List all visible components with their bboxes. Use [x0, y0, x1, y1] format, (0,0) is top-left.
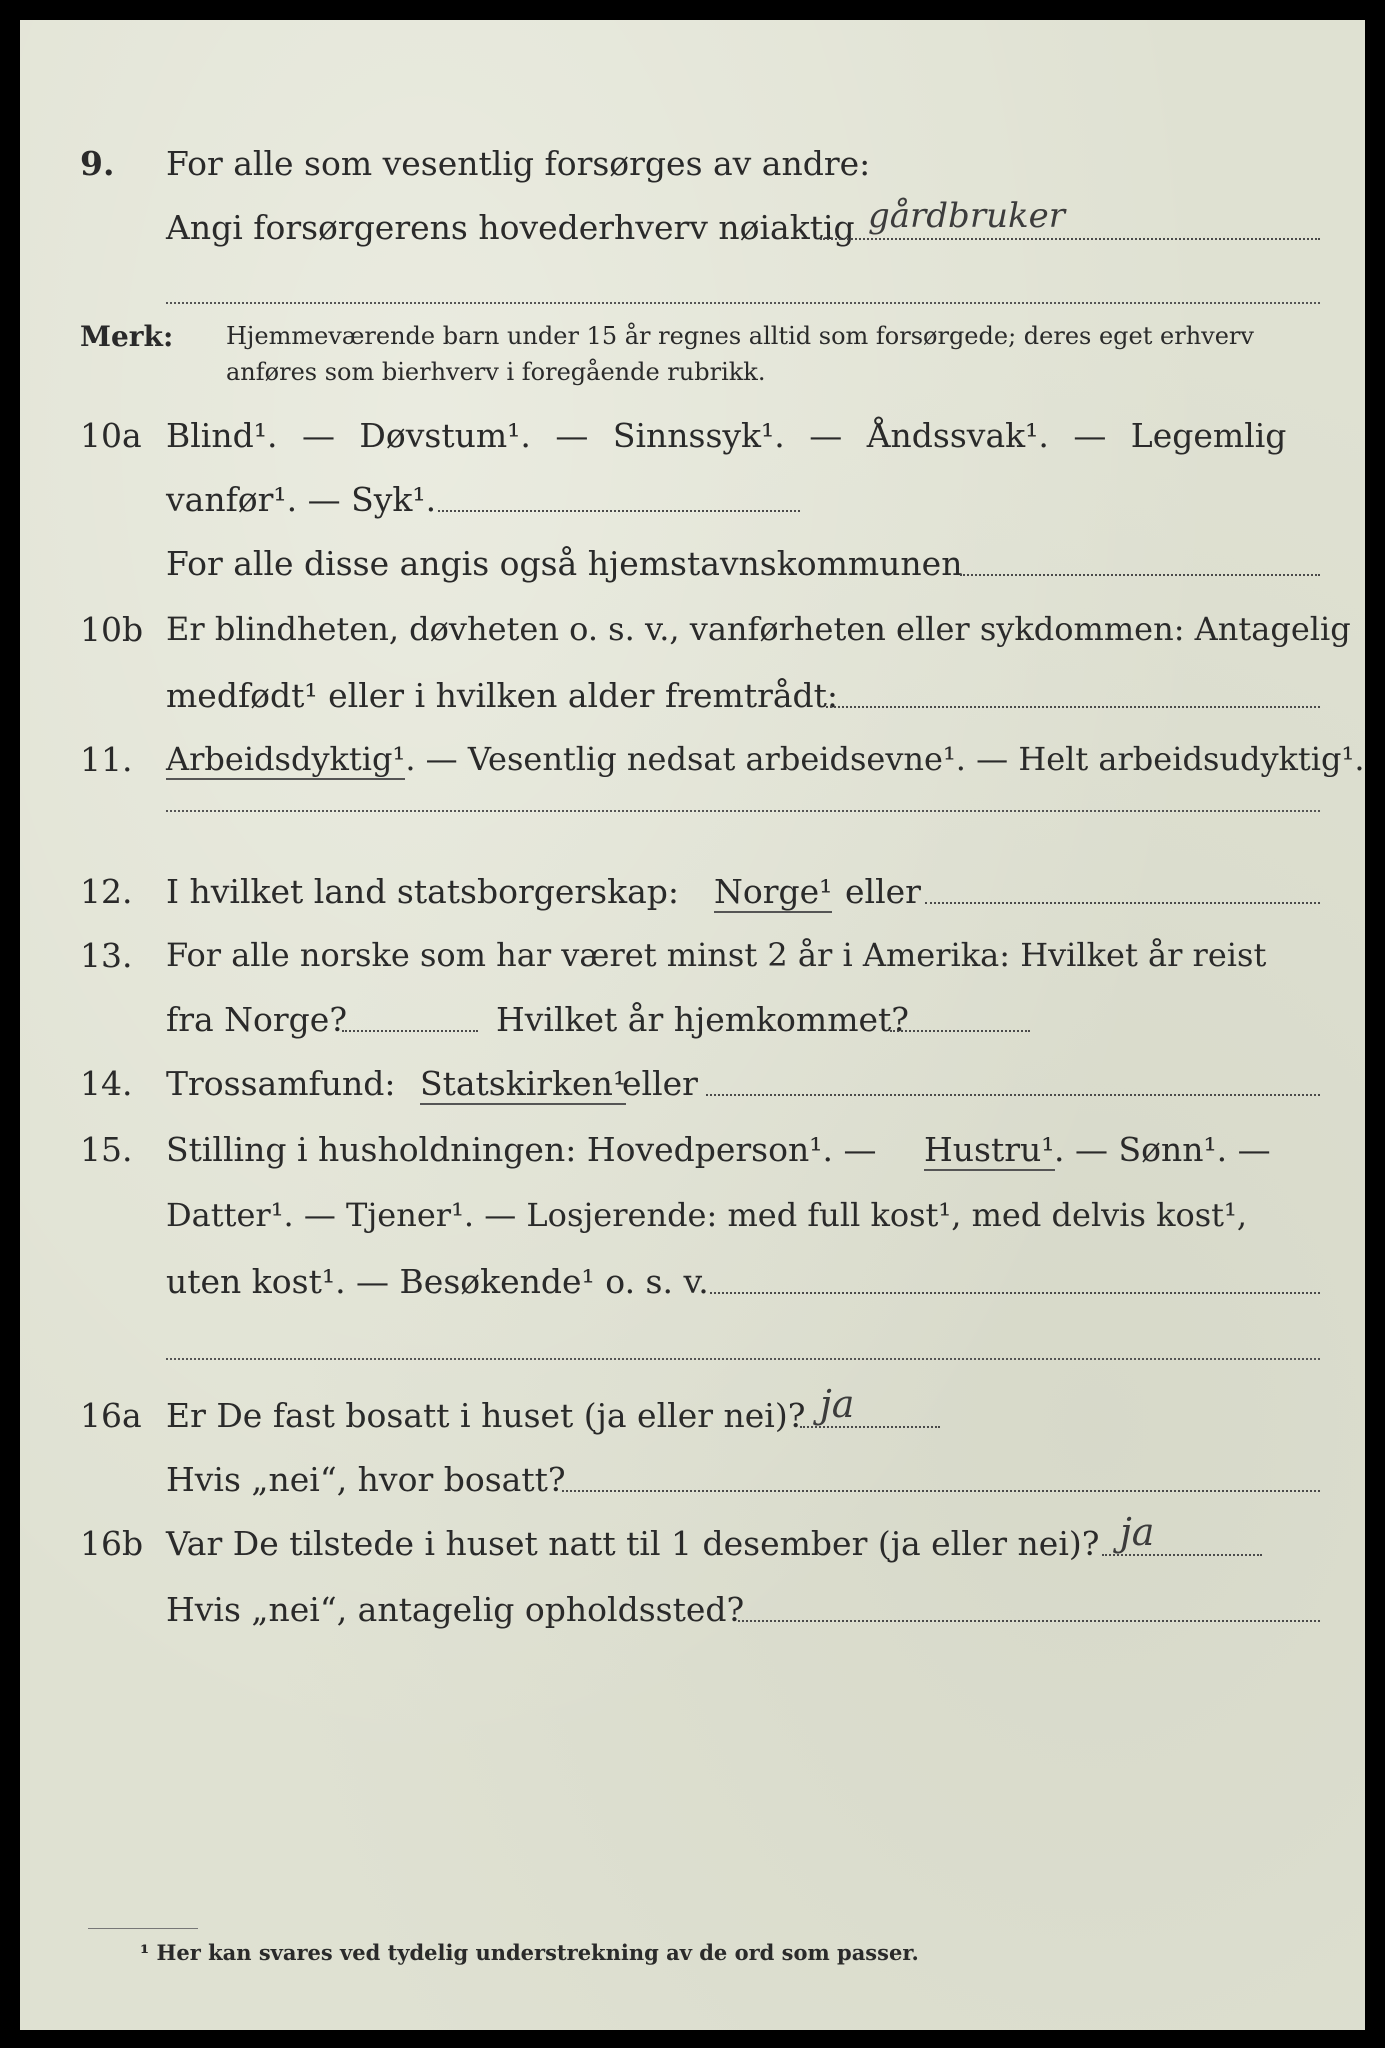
q12-number: 12.: [80, 872, 133, 911]
census-form-page: [20, 20, 1365, 2030]
q13-line1: For alle norske som har været minst 2 år i Amerika: Hvilket år reist: [166, 936, 1267, 974]
q9-number: 9.: [80, 144, 115, 183]
q9-answer-line: [820, 238, 1320, 240]
q10b-answer-line: [826, 706, 1320, 708]
q9-line2: Angi forsørgerens hovederhverv nøiaktig: [166, 208, 855, 247]
q12-answer-line: [925, 902, 1320, 904]
merk-label: Merk:: [80, 320, 174, 353]
merk-line1: Hjemmeværende barn under 15 år regnes alltid som forsørgede; deres eget erhverv: [226, 322, 1254, 350]
q15-answer-line: [710, 1292, 1320, 1294]
q13-hjemkommet-line: [890, 1030, 1030, 1032]
q16b-answer-line: [1102, 1554, 1262, 1556]
q10b-line2: medfødt¹ eller i hvilken alder fremtrådt:: [166, 676, 839, 715]
q11-number: 11.: [80, 740, 133, 779]
q14-statskirken-underlined: Statskirken¹: [420, 1064, 627, 1103]
q10a-syk-line: [438, 510, 800, 512]
q13-number: 13.: [80, 936, 133, 975]
q10a-number: 10a: [80, 416, 142, 455]
q9-extra-line: [166, 302, 1320, 304]
q16a-answer-line: [800, 1426, 940, 1428]
q13-line2b: Hvilket år hjemkommet?: [496, 1000, 909, 1039]
q11-extra-line: [166, 810, 1320, 812]
q15-line3: uten kost¹. — Besøkende¹ o. s. v.: [166, 1262, 709, 1301]
q14-answer-line: [706, 1094, 1320, 1096]
q15-hustru-underlined: Hustru¹: [924, 1130, 1055, 1169]
q14-part1: Trossamfund:: [166, 1064, 396, 1103]
q16b-line2: Hvis „nei“, antagelig opholdssted?: [166, 1590, 745, 1629]
q16b-line1: Var De tilstede i huset natt til 1 desember (ja eller nei)?: [166, 1524, 1100, 1563]
q11-rest: . — Vesentlig nedsat arbeidsevne¹. — Helt arbeidsudyktig¹.: [405, 740, 1365, 778]
q12-part1: I hvilket land statsborgerskap:: [166, 872, 680, 911]
q13-reist-line: [342, 1030, 478, 1032]
q10b-line1: Er blindheten, døvheten o. s. v., vanførheten eller sykdommen: Antagelig: [166, 610, 1351, 648]
q16b-number: 16b: [80, 1524, 144, 1563]
q16a-line1: Er De fast bosatt i huset (ja eller nei)?: [166, 1396, 806, 1435]
q10b-number: 10b: [80, 610, 144, 649]
q10a-line2: vanfør¹. — Syk¹.: [166, 480, 437, 519]
footnote-rule: [88, 1928, 198, 1929]
q16b-opholdssted-line: [738, 1620, 1320, 1622]
q15-line2: Datter¹. — Tjener¹. — Losjerende: med full kost¹, med delvis kost¹,: [166, 1196, 1248, 1234]
q14-number: 14.: [80, 1064, 133, 1103]
q14-part3: eller: [622, 1064, 698, 1103]
q10a-line3: For alle disse angis også hjemstavnskommunen: [166, 544, 963, 583]
q11-arbeidsdyktig-underlined: Arbeidsdyktig¹: [166, 740, 406, 778]
q16a-line2: Hvis „nei“, hvor bosatt?: [166, 1460, 566, 1499]
q16a-bosatt-line: [562, 1490, 1320, 1492]
q10a-kommune-line: [960, 574, 1320, 576]
q12-norge-underlined: Norge¹: [714, 872, 833, 911]
q9-answer-handwritten: gårdbruker: [868, 196, 1065, 236]
q9-line1: For alle som vesentlig forsørges av andre:: [166, 144, 871, 183]
q15-extra-line: [166, 1358, 1320, 1360]
q15-line1a: Stilling i husholdningen: Hovedperson¹. —: [166, 1130, 877, 1169]
q10a-line1: Blind¹. — Døvstum¹. — Sinnssyk¹. — Åndssvak¹. — Legemlig: [166, 416, 1287, 455]
q12-part3: eller: [845, 872, 921, 911]
merk-line2: anføres som bierhverv i foregående rubrikk.: [226, 358, 766, 386]
q16a-number: 16a: [80, 1396, 142, 1435]
q13-line2a: fra Norge?: [166, 1000, 348, 1039]
q16b-answer-handwritten: ja: [1120, 1510, 1155, 1554]
q15-line1c: . — Sønn¹. —: [1054, 1130, 1271, 1169]
q16a-answer-handwritten: ja: [820, 1382, 855, 1426]
q15-number: 15.: [80, 1130, 133, 1169]
footnote: ¹ Her kan svares ved tydelig understrekning av de ord som passer.: [140, 1940, 919, 1965]
q11-text: [166, 740, 1365, 778]
